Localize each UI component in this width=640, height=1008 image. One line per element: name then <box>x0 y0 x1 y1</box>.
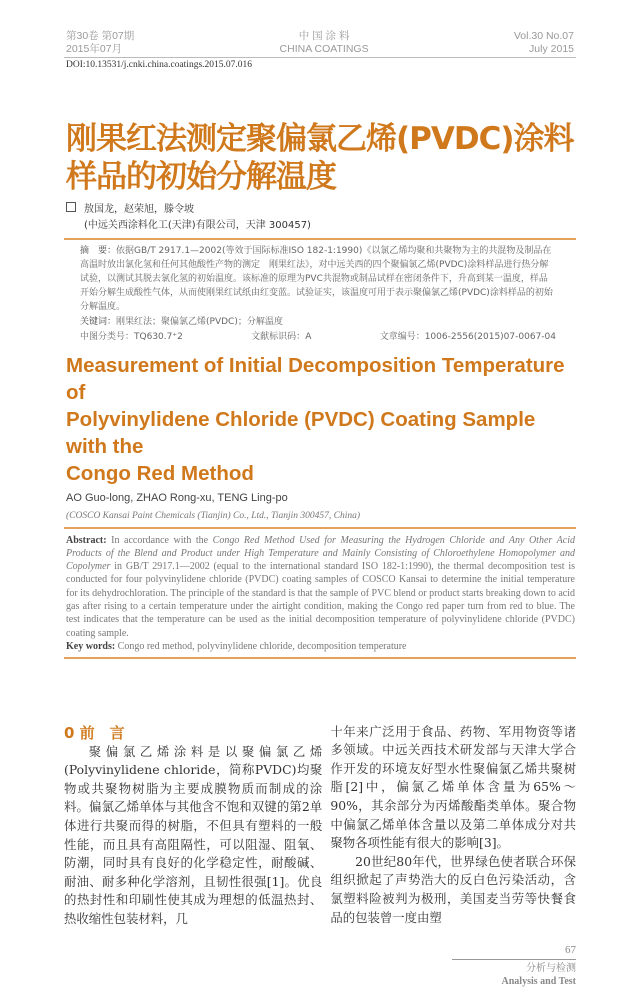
authors-en: AO Guo-long, ZHAO Rong-xu, TENG Ling-po <box>66 492 288 504</box>
title-en-line: Measurement of Initial Decomposition Temperature of <box>66 354 565 404</box>
abstract-text-en: in GB/T 2917.1—2002 (equal to the international standard ISO 182-1:1990), the thermal decomposition test is conducted for four polyvinylidene chloride (PVDC) coating samples of COSCO Kansai to determine the initial temperature for its dehydrochloration. The principle of the standard is that the sample of PVC blend or product starts breaking down to acid gas after rising to a certain temperature under the airtight condition, making the Congo red paper turn from red to blue. The test indicates that the temperature can be used as the initial decomposition temperature of polyvinylidene chloride (PVDC) coating sample. <box>66 561 575 639</box>
footer-section-en: Analysis and Test <box>501 975 576 987</box>
abstract-label-cn: 摘 要： <box>80 246 117 256</box>
issue-date-en: July 2015 <box>529 43 574 55</box>
keywords-cn <box>80 315 556 329</box>
issue-info-en <box>514 30 574 56</box>
clc-value: TQ630.7⁺2 <box>134 332 183 342</box>
abstract-text-en: In accordance with the <box>111 534 213 546</box>
keywords-text-cn: 刚果红法；聚偏氯乙烯(PVDC)；分解温度 <box>116 317 283 327</box>
volume-issue: 第30卷 第07期 <box>66 30 135 42</box>
journal-name-en: CHINA COATINGS <box>279 43 369 55</box>
header-rule <box>64 57 576 58</box>
checkbox-icon <box>66 202 76 212</box>
issue-info-cn <box>66 30 134 56</box>
standard-title-en: Congo Red Method Used for Measuring the Hydrogen Chloride and Any Other Acid Products of the Blend and Product under High Temperature and Mainly Consisting of Chloroethylene Homopolymer and Copolymer <box>66 534 575 573</box>
keywords-en <box>66 640 575 653</box>
title-en-line: Polyvinylidene Chloride (PVDC) Coating Sample with the <box>66 408 536 458</box>
page-footer <box>452 943 576 988</box>
authors-cn: 敖国龙，赵荣旭，滕令坡 <box>84 204 194 215</box>
section-heading: 0 前 言 <box>64 723 125 742</box>
abstract-cn <box>80 244 556 314</box>
abstract-en <box>66 534 575 640</box>
abstract-top-rule <box>64 527 576 529</box>
doi[interactable]: DOI:10.13531/j.cnki.china.coatings.2015.07.016 <box>66 60 253 70</box>
title-cn-line: 刚果红法测定聚偏氯乙烯(PVDC)涂料 <box>66 121 574 157</box>
volume-issue-en: Vol.30 No.07 <box>513 30 574 42</box>
footer-rule <box>452 959 576 960</box>
abstract-label-en: Abstract: <box>66 534 107 546</box>
page-number: 67 <box>565 943 576 956</box>
body-paragraph: 十年来广泛用于食品、药物、军用物资等诸多领域。中远关西技术研发部与天津大学合作开发的环境友好型水性聚偏氯乙烯共聚树脂[2]中，偏氯乙烯单体含量为65%～90%，其余部分为丙烯酸酯类单体。聚合物中偏氯乙烯单体含量以及第二单体成分对共聚物各项性能有很大的影响[3]。 <box>330 723 576 851</box>
running-header <box>64 30 576 56</box>
footer-section <box>452 962 576 988</box>
article-no-label: 文章编号： <box>379 332 425 342</box>
affiliation-cn: (中远关西涂料化工(天津)有限公司，天津 300457) <box>84 220 311 231</box>
keywords-text-en: Congo red method, polyvinylidene chloride, decomposition temperature <box>117 640 407 652</box>
title-en-line: Congo Red Method <box>66 462 254 485</box>
footer-section-cn: 分析与检测 <box>526 962 576 974</box>
title-rule <box>64 238 576 240</box>
journal-name <box>280 30 369 56</box>
classification-line <box>80 330 556 344</box>
body-paragraph: 聚偏氯乙烯涂料是以聚偏氯乙烯(Polyvinylidene chloride，简称PVDC)均聚物或共聚物树脂为主要成膜物质而制成的涂料。偏氯乙烯单体与其他含不饱和双键的第2单体进行共聚而得的树脂，不但具有塑料的一般性能，而且具有高阻隔性，可以阻湿、阻氧、防潮，同时具有良好的化学稳定性，耐酸碱、耐油、耐多种化学溶剂，且韧性很强[1]。优良的热封性和印刷性使其成为理想的低温热封、热收缩性包装材料，几 <box>64 743 323 927</box>
abstract-text-cn: 依据GB/T 2917.1—2002(等效于国际标准ISO 182-1:1990)《以氯乙烯均聚和共聚物为主的共混物及制品在高温时放出氯化氢和任何其他酸性产物的测定 刚果红法》，对中远关西的四个聚偏氯乙烯(PVDC)涂料样品进行热分解试验，以测试其脱去氯化氢的初始温度。该标准的原理为PVC共混物或制品试样在密闭条件下，升高到某一温度，样品开始分解生成酸性气体，从而使刚果红试纸由红变蓝。试验证实，该温度可用于表示聚偏氯乙烯(PVDC)涂料样品的初始分解温度。 <box>80 246 553 312</box>
affiliation-en: (COSCO Kansai Paint Chemicals (Tianjin) Co., Ltd., Tianjin 300457, China) <box>66 511 360 521</box>
authors-cn-block <box>66 202 574 234</box>
body-column-1 <box>64 723 322 929</box>
doc-code-label: 文献标识码： <box>251 332 306 342</box>
journal-name-cn: 中 国 涂 料 <box>298 30 350 42</box>
body-column-2 <box>330 723 576 929</box>
title-en <box>66 352 574 487</box>
clc-label: 中图分类号： <box>80 332 135 342</box>
title-cn <box>66 120 574 196</box>
doc-code-value: A <box>305 332 312 342</box>
abstract-bottom-rule <box>64 657 576 659</box>
keywords-label-cn: 关键词： <box>80 317 117 327</box>
body-columns <box>64 723 576 929</box>
body-paragraph: 20世纪80年代，世界绿色使者联合环保组织掀起了声势浩大的反白色污染活动，含氯塑料险被判为极刑，美国麦当劳等快餐食品的包装曾一度由塑 <box>330 853 576 925</box>
article-no-value: 1006-2556(2015)07-0067-04 <box>424 332 556 342</box>
title-cn-line: 样品的初始分解温度 <box>66 159 336 195</box>
keywords-label-en: Key words: <box>66 640 116 652</box>
issue-date: 2015年07月 <box>66 43 123 55</box>
